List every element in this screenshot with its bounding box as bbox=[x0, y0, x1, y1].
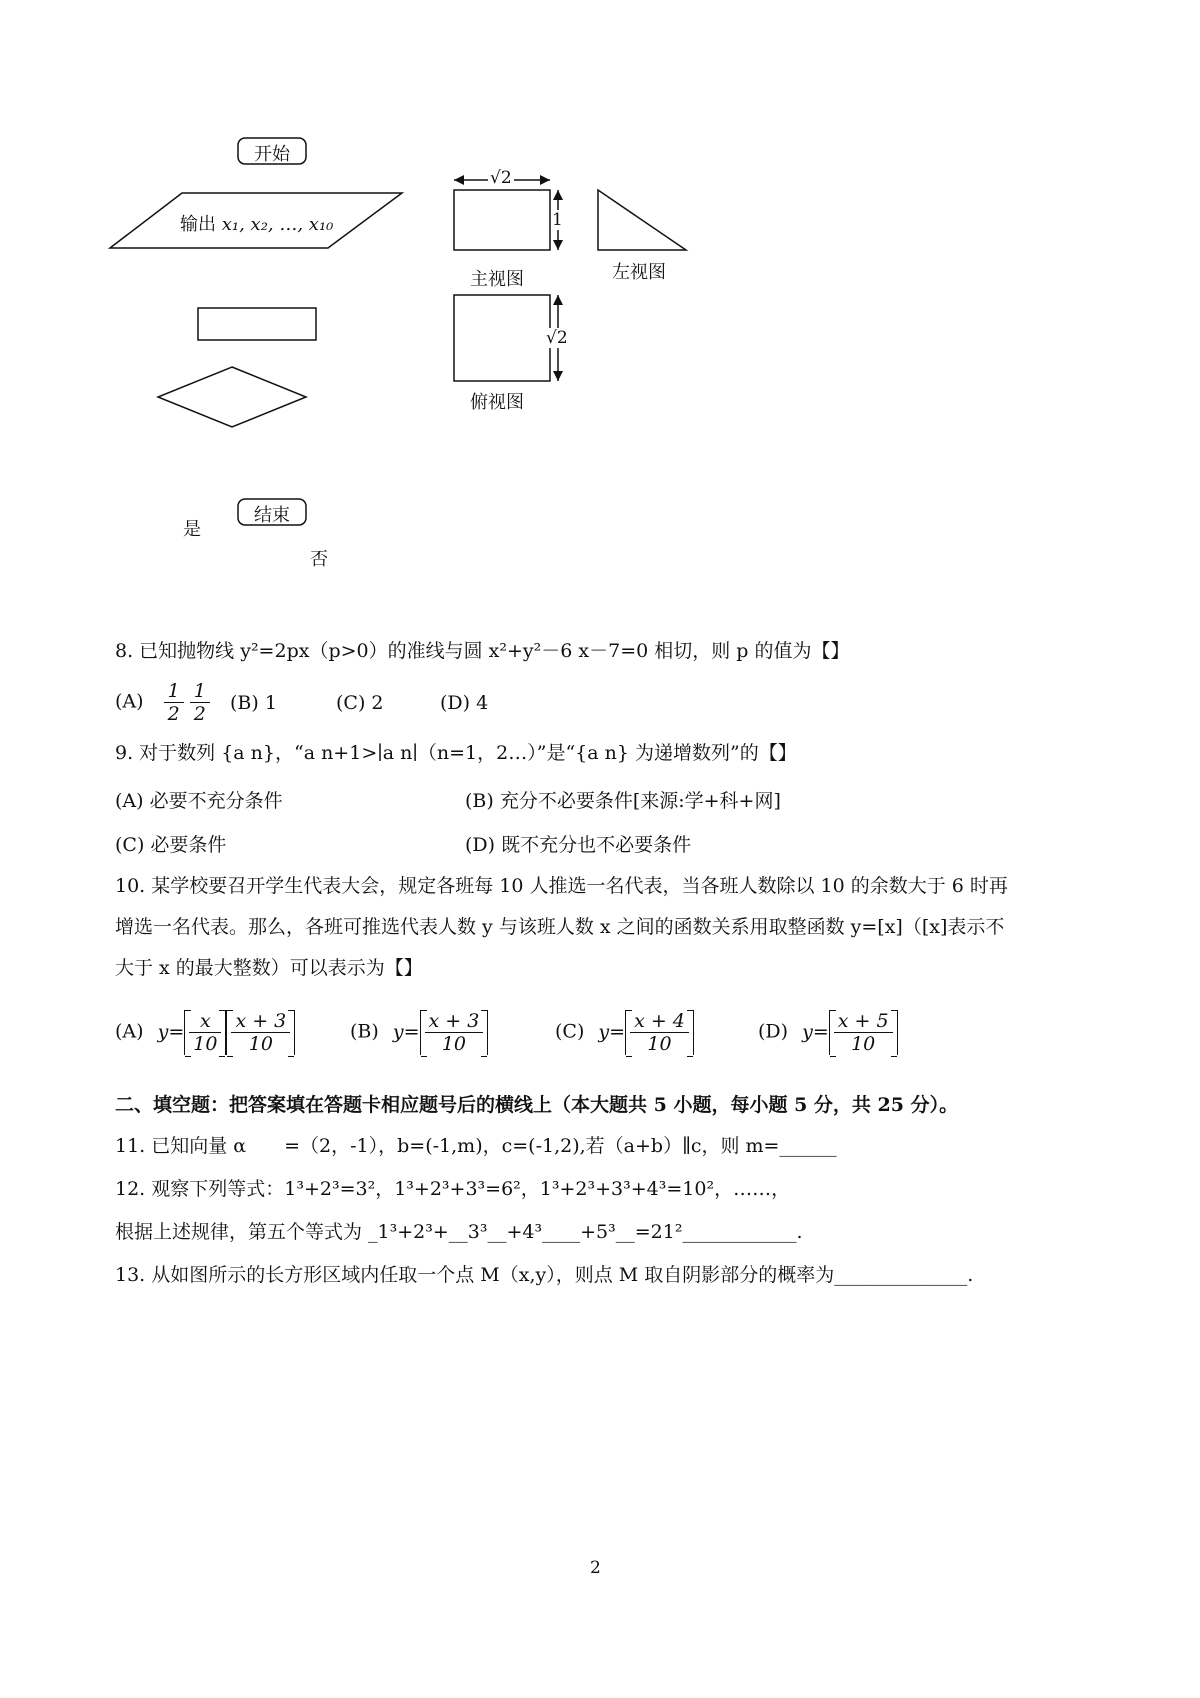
end-label: 结束 bbox=[254, 505, 290, 526]
question-12-line-2: 根据上述规律，第五个等式为 _1³+2³+__3³__+4³____+5³__=21²____________. bbox=[115, 1221, 803, 1243]
depth-label: √2 bbox=[546, 328, 568, 348]
question-12-line-1: 12. 观察下列等式：1³+2³=3²，1³+2³+3³=6²，1³+2³+3³+4³=10²，……， bbox=[115, 1178, 791, 1200]
q8-fraction-2: $\frac{1}{2}$ bbox=[190, 680, 210, 725]
question-8: 8. 已知抛物线 y²=2px（p>0）的准线与圆 x²+y²－6 x－7=0 相切，则 p 的值为【】 bbox=[115, 640, 850, 662]
q10-option-c: (C) y= $\frac{x + 4}{10}$ bbox=[555, 1010, 694, 1055]
question-13: 13. 从如图所示的长方形区域内任取一个点 M（x,y），则点 M 取自阴影部分的概率为______________. bbox=[115, 1264, 974, 1286]
side-view-triangle bbox=[598, 190, 686, 250]
q8-option-a-label: (A) bbox=[115, 690, 144, 713]
question-10-line-3: 大于 x 的最大整数）可以表示为【】 bbox=[115, 957, 423, 979]
q8-fraction-1: $\frac{1}{2}$ bbox=[164, 680, 184, 725]
front-view-rect bbox=[454, 190, 550, 250]
output-label bbox=[180, 210, 333, 236]
decision-diamond bbox=[158, 367, 306, 427]
q10-option-a: (A) y= $\frac{x}{10}$ $\frac{x + 3}{10}$ bbox=[115, 1010, 295, 1055]
output-prefix: 输出 bbox=[180, 214, 216, 235]
front-view-label: 主视图 bbox=[470, 269, 524, 290]
side-view-label: 左视图 bbox=[612, 262, 666, 283]
views-shapes bbox=[440, 160, 760, 460]
flowchart bbox=[100, 130, 420, 590]
q9-option-c: (C) 必要条件 bbox=[115, 834, 227, 856]
q8-option-a bbox=[115, 680, 210, 725]
q10-option-b: (B) y= $\frac{x + 3}{10}$ bbox=[350, 1010, 488, 1055]
output-expr: x₁, x₂, …, x₁₀ bbox=[221, 214, 334, 235]
question-11: 11. 已知向量 α =（2，-1），b=(-1,m)，c=(-1,2),若（a+b）∥c，则 m=______ bbox=[115, 1135, 837, 1157]
no-label: 否 bbox=[310, 549, 328, 570]
question-10-line-2: 增选一名代表。那么，各班可推选代表人数 y 与该班人数 x 之间的函数关系用取整函数 y=[x]（[x]表示不 bbox=[115, 916, 1005, 938]
section-2-heading: 二、填空题：把答案填在答题卡相应题号后的横线上（本大题共 5 小题，每小题 5 分，共 25 分）。 bbox=[115, 1094, 959, 1116]
height-label: 1 bbox=[552, 210, 563, 230]
q10-option-d: (D) y= $\frac{x + 5}{10}$ bbox=[758, 1010, 898, 1055]
three-views bbox=[440, 160, 760, 460]
q8-option-b: (B) 1 bbox=[230, 692, 277, 714]
q9-option-b: (B) 充分不必要条件[来源:学+科+网] bbox=[465, 790, 781, 812]
question-9: 9. 对于数列 {a n}，“a n+1>∣a n∣（n=1，2…）”是“{a n} 为递增数列”的【】 bbox=[115, 742, 797, 764]
top-view-rect bbox=[454, 295, 550, 381]
q8-option-c: (C) 2 bbox=[336, 692, 384, 714]
q9-option-d: (D) 既不充分也不必要条件 bbox=[465, 834, 692, 856]
start-label: 开始 bbox=[254, 144, 290, 165]
q9-option-a: (A) 必要不充分条件 bbox=[115, 790, 283, 812]
q8-option-d: (D) 4 bbox=[440, 692, 489, 714]
page-number: 2 bbox=[590, 1558, 601, 1578]
process-box bbox=[198, 308, 316, 340]
top-view-label: 俯视图 bbox=[470, 392, 524, 413]
width-label: √2 bbox=[490, 168, 512, 188]
question-10-line-1: 10. 某学校要召开学生代表大会，规定各班每 10 人推选一名代表，当各班人数除以 10 的余数大于 6 时再 bbox=[115, 875, 1008, 897]
yes-label: 是 bbox=[183, 519, 201, 540]
